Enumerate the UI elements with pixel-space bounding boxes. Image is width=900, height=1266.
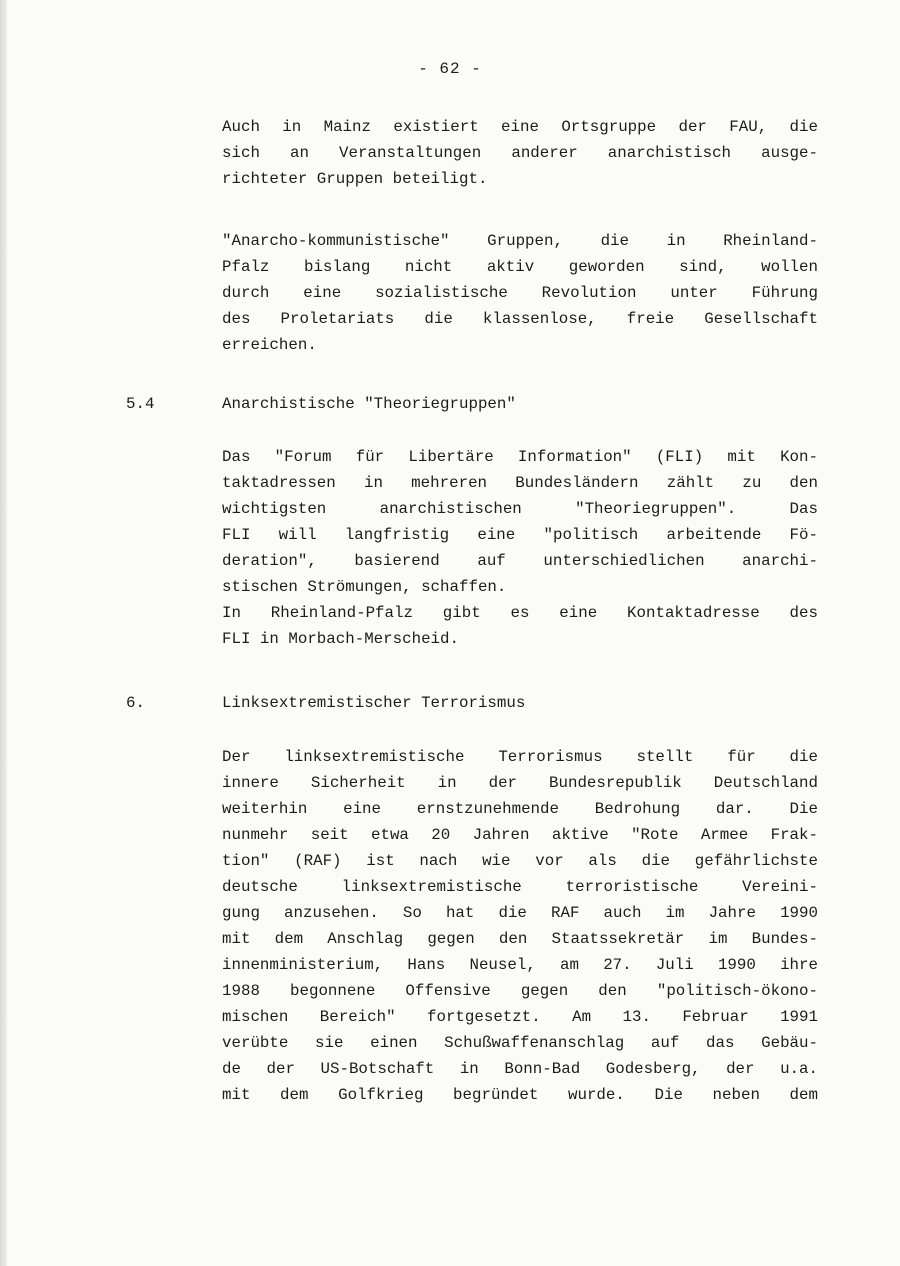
text-line: 1988 begonnene Offensive gegen den "politisch-ökono- bbox=[222, 982, 818, 1000]
text-line: FLI will langfristig eine "politisch arbeitende Fö- bbox=[222, 526, 818, 544]
page-edge bbox=[0, 0, 7, 1266]
text-line: Der linksextremistische Terrorismus stellt für die bbox=[222, 748, 818, 766]
text-line: wichtigsten anarchistischen "Theoriegruppen". Das bbox=[222, 500, 818, 518]
text-line: Das "Forum für Libertäre Information" (FLI) mit Kon- bbox=[222, 448, 818, 466]
section-title: Anarchistische "Theoriegruppen" bbox=[222, 395, 516, 413]
text-line: verübte sie einen Schußwaffenanschlag auf das Gebäu- bbox=[222, 1034, 818, 1052]
text-line: sich an Veranstaltungen anderer anarchistisch ausge- bbox=[222, 144, 818, 162]
text-line: erreichen. bbox=[222, 336, 317, 354]
text-line: nunmehr seit etwa 20 Jahren aktive "Rote Armee Frak- bbox=[222, 826, 818, 844]
text-line: taktadressen in mehreren Bundesländern zählt zu den bbox=[222, 474, 818, 492]
text-line: Pfalz bislang nicht aktiv geworden sind, wollen bbox=[222, 258, 818, 276]
page-number: - 62 - bbox=[418, 60, 482, 78]
text-line: durch eine sozialistische Revolution unter Führung bbox=[222, 284, 818, 302]
section-number: 6. bbox=[126, 694, 145, 712]
text-line: mit dem Anschlag gegen den Staatssekretär im Bundes- bbox=[222, 930, 818, 948]
text-line: des Proletariats die klassenlose, freie Gesellschaft bbox=[222, 310, 818, 328]
text-line: "Anarcho-kommunistische" Gruppen, die in Rheinland- bbox=[222, 232, 818, 250]
text-line: innere Sicherheit in der Bundesrepublik Deutschland bbox=[222, 774, 818, 792]
text-line: weiterhin eine ernstzunehmende Bedrohung dar. Die bbox=[222, 800, 818, 818]
text-line: gung anzusehen. So hat die RAF auch im Jahre 1990 bbox=[222, 904, 818, 922]
paragraph-fli bbox=[222, 444, 818, 652]
section-title: Linksextremistischer Terrorismus bbox=[222, 694, 526, 712]
text-line: de der US-Botschaft in Bonn-Bad Godesberg, der u.a. bbox=[222, 1060, 818, 1078]
paragraph-fau-mainz bbox=[222, 114, 818, 192]
text-line: tion" (RAF) ist nach wie vor als die gefährlichste bbox=[222, 852, 818, 870]
text-line: mit dem Golfkrieg begründet wurde. Die neben dem bbox=[222, 1086, 818, 1104]
text-line: richteter Gruppen beteiligt. bbox=[222, 170, 488, 188]
text-line: mischen Bereich" fortgesetzt. Am 13. Februar 1991 bbox=[222, 1008, 818, 1026]
text-line: FLI in Morbach-Merscheid. bbox=[222, 630, 459, 648]
text-line: innenministerium, Hans Neusel, am 27. Juli 1990 ihre bbox=[222, 956, 818, 974]
paragraph-terrorismus bbox=[222, 744, 818, 1108]
section-number: 5.4 bbox=[126, 395, 155, 413]
text-line: deutsche linksextremistische terroristische Vereini- bbox=[222, 878, 818, 896]
text-line: deration", basierend auf unterschiedlichen anarchi- bbox=[222, 552, 818, 570]
text-line: In Rheinland-Pfalz gibt es eine Kontaktadresse des bbox=[222, 604, 818, 622]
paragraph-anarcho-kommunisten bbox=[222, 228, 818, 358]
text-line: stischen Strömungen, schaffen. bbox=[222, 578, 507, 596]
text-line: Auch in Mainz existiert eine Ortsgruppe der FAU, die bbox=[222, 118, 818, 136]
